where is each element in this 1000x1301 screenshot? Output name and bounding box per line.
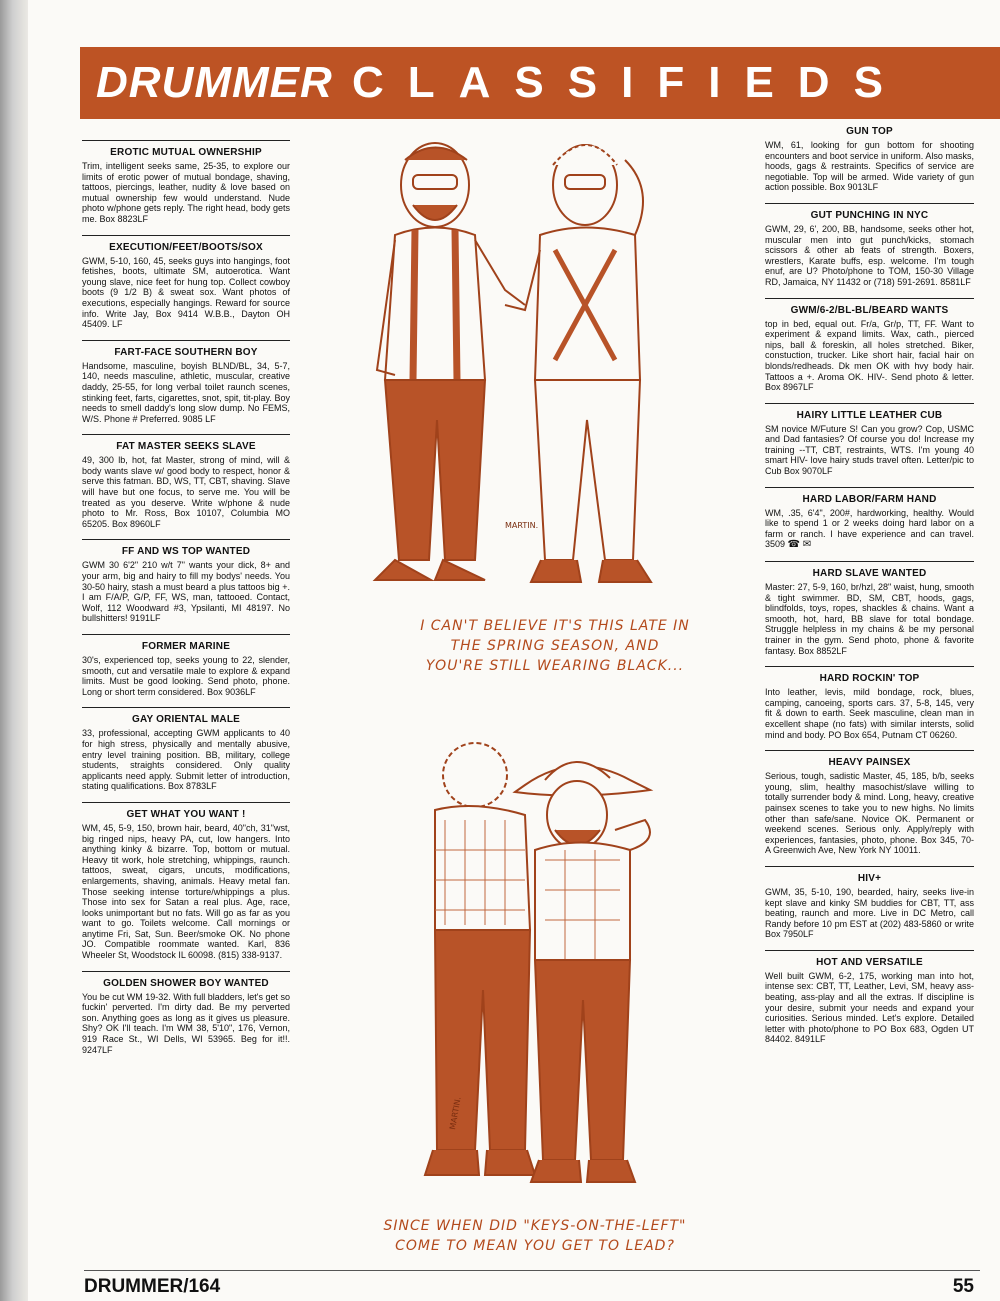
ad-title: HEAVY PAINSEX: [828, 757, 911, 769]
ad-title: GWM/6-2/BL-BL/BEARD WANTS: [790, 304, 949, 316]
ad-body: [765, 508, 974, 551]
classified-ad: [765, 203, 974, 288]
classified-ad: [82, 434, 290, 529]
classified-ad: [765, 750, 974, 856]
header-subtitle: CLASSIFIEDS: [352, 58, 907, 107]
ad-body: WM, 45, 5-9, 150, brown hair, beard, 40"ch, 31"wst, big ringed nips, heavy PA, cut, low hangers. Into anything kinky & bizarre. Top, bottom or mutual. Heavy tit work, hole stretching, whippings, raunch. tattoos, sweat, cigars, uncuts, modifications, enlargements, shaving, animals. Heavy metal fan. Those seeking intense torture/whippings a plus. Those into sex for Satan a real plus. Age, race, looks unimportant but no fats. Will go as far as you want to go. Toilets welcome. Call mornings or anytime Fri, Sat, Sun. Beer/smoke OK. No phone JO. Compatible roommate wanted. Karl, 836 Wheeler St, Woodstock IL 60098. (815) 338-9137.: [82, 822, 290, 961]
ad-body: SM novice M/Future S! Can you grow? Cop, USMC and Dad fantasies? Of course you do! Increase my training --TT, CBT, restraints, WTS. I'm young 40 smart HIV- love hairy studs travel often. Letter/pic to Cub Box 9070LF: [765, 423, 974, 477]
ad-title: HIV+: [857, 872, 882, 884]
ad-body: Into leather, levis, mild bondage, rock, blues, camping, canoeing, sports cars. 37, 5-8, 145, very fit & down to earth. Seek masculine, clean man in excellent shape (no fats) with similar intersts, solid mind and body. PO Box 654, Putnam CT 06260.: [765, 687, 974, 740]
ad-body: 49, 300 lb, hot, fat Master, strong of mind, will & body wants slave w/ good body to respect, honor & serve this fatman. BD, WS, TT, CBT, shaving. Slave will have but one focus, to serve me. You will be treated as you deserve. Write w/phone & nude photo to Mr. Ross, Box 10107, Columbia MO 65205. Box 8960LF: [82, 455, 290, 529]
classified-ad: [82, 707, 290, 792]
ad-body: 30's, experienced top, seeks young to 22, slender, smooth, cut and versatile male to explore & expand limits. Must be good looking. Send photo, phone. Long or short term considered. Box 9036LF: [82, 655, 290, 697]
classified-ad: [765, 866, 974, 940]
ad-body: GWM 30 6'2" 210 w/t 7" wants your dick, 8+ and your arm, big and hairy to fill my bodys' needs. You 30-50 hairy, stash a must beard a plus tattoos big +. I am F/A/P, G/P, FF, WS, man, tattooed. Contact, Wolf, 112 Woodward #3, Ypsilanti, MI 48197. No bullshitters! 9191LF: [82, 560, 290, 624]
classified-ad: [82, 971, 290, 1056]
classified-ad: [82, 802, 290, 961]
left-column: [82, 140, 290, 1065]
ad-title: HAIRY LITTLE LEATHER CUB: [796, 409, 943, 421]
page-number: 55: [952, 1276, 974, 1297]
cartoon-illustration-top: [355, 120, 695, 600]
ad-body: You be cut WM 19-32. With full bladders, let's get so fuckin' perverted. I'm dirty dad. Be my perverted son. Anything goes as long as it gives us pleasure. Shy? OK I'll teach. I'm WM 38, 5'10", 176, Vernon, 919 Race St., WI Dells, WI 53965. Beg for it!!. 9247LF: [82, 991, 290, 1055]
classified-ad: [765, 126, 974, 193]
ad-title: FF AND WS TOP WANTED: [121, 546, 251, 558]
classified-ad: [765, 950, 974, 1045]
ad-title: HARD LABOR/FARM HAND: [802, 493, 937, 505]
ad-body: Well built GWM, 6-2, 175, working man into hot, intense sex: CBT, TT, Leather, Levi, SM, heavy ass-beating, ass-play and all the extras. If discipline is your desire, submit your needs and expand your curiosities. Serious minded. Let's explore. Detailed letter with photo/phone to PO Box 683, Ogden UT 84402. 8491LF: [765, 970, 974, 1045]
cartoon-caption-bottom: SINCE WHEN DID "KEYS-ON-THE-LEFT" COME TO MEAN YOU GET TO LEAD?: [383, 1218, 687, 1254]
ad-body: GWM, 35, 5-10, 190, bearded, hairy, seeks live-in kept slave and kinky SM buddies for CBT, TT, ass beating, raunch and more. Live in DC Metro, call Randy before 10 pm EST at (202) 483-5860 or write Box 7950LF: [765, 886, 974, 940]
ad-title: EXECUTION/FEET/BOOTS/SOX: [109, 241, 263, 253]
page-binding-shadow: [0, 0, 28, 1301]
right-column: [765, 126, 974, 1055]
classified-ad: [82, 235, 290, 330]
ad-body: WM, 61, looking for gun bottom for shooting encounters and boot service in uniform. Also masks, hoods, gags & restraints. Specifics of service are negotiable. Top will be armed. Wide variety of gun action possible. Box 9013LF: [765, 140, 974, 193]
classified-ad: [82, 634, 290, 697]
ad-title: EROTIC MUTUAL OWNERSHIP: [110, 147, 262, 158]
ad-body: GWM, 29, 6', 200, BB, handsome, seeks other hot, muscular men into gut punch/kicks, stomach scissors & other ab feats of strength. Boxers, wrestlers, Karate buffs, esp. welcome. I'm tough enuf, are U? Photo/phone to TOM, 150-30 Village RD, Jamaica, NY 11432 or (718) 591-2691. 8581LF: [765, 223, 974, 287]
ad-title: HARD SLAVE WANTED: [812, 568, 927, 580]
footer-divider: [84, 1270, 980, 1271]
ad-body: 33, professional, accepting GWM applicants to 40 for high stress, physically and mentally abusive, entry level training position. BB, military, college students, straights considered. Only quality applicants need apply. Submit letter of introduction, stating qualifications. Box 8783LF: [82, 728, 290, 792]
classified-ad: [765, 561, 974, 656]
classified-ad: [765, 298, 974, 393]
ad-title: HARD ROCKIN' TOP: [819, 673, 920, 685]
signature-bottom: MARTIN.: [448, 1096, 463, 1131]
cartoon-caption-top: I CAN'T BELIEVE IT'S THIS LATE IN THE SPRING SEASON, AND YOU'RE STILL WEARING BLACK...: [420, 618, 690, 674]
ad-body: GWM, 5-10, 160, 45, seeks guys into hangings, foot fetishes, boots, ultimate SM, autoerotica. Want young slave, nice feet for hung top. Collect cowboy boots (9 1/2 B) & sweat sox. Want photos of executions, especially hangings. Reward for source info. Write Jay, Box 9414 W.B.B., Dayton OH 45409. LF: [82, 255, 290, 330]
phone-mail-icon: ☎ ✉: [787, 539, 812, 551]
ad-title: GUT PUNCHING IN NYC: [810, 209, 929, 221]
ad-body: top in bed, equal out. Fr/a, Gr/p, TT, FF. Want to experiment & expand limits. Wax, cath., pierced nips, ball & foreskin, all holes stretched. Biker, constuction, trucker. Like short hair, facial hair on blonds/redheads. Dk men OK with hvy body hair. Tattoos a +. Aroma OK. HIV-. Send photo & letter. Box 8967LF: [765, 318, 974, 393]
ad-title: FAT MASTER SEEKS SLAVE: [116, 441, 256, 453]
ad-body: Trim, intelligent seeks same, 25-35, to explore our limits of erotic power of mutual bondage, shaving, tattoos, piercings, leather, nudity & love based on mutual ownership few would understand. Nude photo w/phone gets reply. The right head, body gets me. Box 8823LF: [82, 161, 290, 224]
ad-title: GET WHAT YOU WANT !: [126, 808, 246, 820]
ad-title: GAY ORIENTAL MALE: [131, 714, 241, 726]
ad-body: Master: 27, 5-9, 160, br/hzl, 28" waist, hung, smooth & tight swimmer. BD, SM, CBT, hoods, gags, blindfolds, toys, ropes, shackles & chains. Want a smooth, hot, hard, BB slave for total bondage. Struggle helpless in my chains & be my personal trainer in the gym. Send photo, phone & favorite fantasy. Box 8852LF: [765, 582, 974, 656]
ad-body: Handsome, masculine, boyish BLND/BL, 34, 5-7, 140, needs masculine, athletic, muscular, creative daddy, 25-55, for long verbal toilet raunch scenes, stinking feet, farts, cigarettes, snot, spit, tit-play. Boy needs to smell daddy's long slow dump. No FEMS, W/S. Phone # Preferred. 9085 LF: [82, 360, 290, 424]
classified-ad: [765, 666, 974, 740]
ad-body: Serious, tough, sadistic Master, 45, 185, b/b, seeks young, slim, healthy masochist/slave willing to totally surrender body & mind. Long, heavy, creative painsex scenes to take you to new highs. No limits other than safe/sane. Novice OK. Permanent or weekend scenes. Serious only. Apply/reply with experiences, fantasies, photo, phone. Box 345, 70-A Greenwich Ave, New York NY 10011.: [765, 771, 974, 856]
cartoon-illustration-bottom: [395, 730, 695, 1210]
classified-ad: [765, 403, 974, 477]
classified-ad: [765, 487, 974, 551]
classified-ad: [82, 340, 290, 425]
ad-title: HOT AND VERSATILE: [816, 956, 923, 968]
header-title: DRUMMER: [96, 58, 333, 107]
footer-publication: DRUMMER/164: [84, 1276, 221, 1297]
ad-title: GUN TOP: [846, 126, 893, 137]
ad-title: FORMER MARINE: [141, 641, 231, 652]
classified-ad: [82, 539, 290, 624]
ad-title: FART-FACE SOUTHERN BOY: [114, 346, 258, 358]
ad-title: GOLDEN SHOWER BOY WANTED: [103, 977, 269, 989]
classified-ad: [82, 140, 290, 225]
signature-top: MARTIN.: [505, 521, 539, 530]
ad-body-text: WM, .35, 6'4", 200#, hardworking, healthy. Would like to spend 1 or 2 weeks doing hard labor on a farm or ranch. I have experience and can travel. 3509: [765, 507, 974, 550]
